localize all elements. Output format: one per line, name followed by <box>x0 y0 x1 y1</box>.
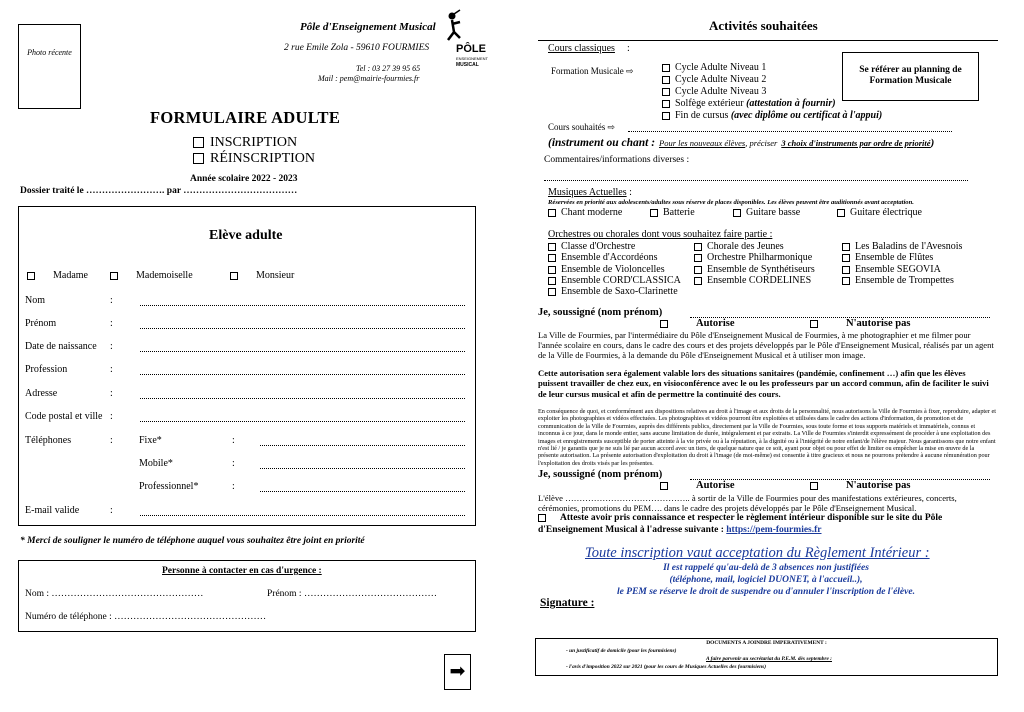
naissance-input[interactable] <box>140 351 465 352</box>
svg-text:ENSEIGNEMENT: ENSEIGNEMENT <box>456 56 489 61</box>
autorise-1[interactable]: Autorise <box>660 318 735 329</box>
orch-col2-item[interactable]: Ensemble de Synthétiseurs <box>694 264 815 275</box>
civilite-monsieur[interactable]: Monsieur <box>230 270 294 281</box>
mademoiselle-checkbox[interactable] <box>110 272 118 280</box>
urgence-nom[interactable]: Nom : ………………………………………… <box>25 589 204 599</box>
orch-col1-item[interactable]: Ensemble CORD'CLASSICA <box>548 275 681 286</box>
option-inscription[interactable]: INSCRIPTION <box>193 135 297 151</box>
org-mail: Mail : pem@mairie-fourmies.fr <box>318 74 420 83</box>
phone-note: * Merci de souligner le numéro de téléphone auquel vous souhaitez être joint en priorité <box>20 536 365 546</box>
svg-text:MUSICAL: MUSICAL <box>456 62 479 68</box>
atteste-line[interactable]: Atteste avoir pris connaissance et respecter le règlement intérieur disponible sur le site du Pôle d'Enseignement Musical à l'adresse suivante : https://pem-fourmies.fr <box>538 513 943 535</box>
urgence-tel[interactable]: Numéro de téléphone : ………………………………………… <box>25 612 267 622</box>
reglement-heading: Toute inscription vaut acceptation du Règlement Intérieur : <box>585 545 930 561</box>
fm-option-2[interactable]: Cycle Adulte Niveau 2 <box>662 74 766 85</box>
field-colon: : <box>110 388 113 399</box>
field-colon: : <box>232 458 235 469</box>
org-tel: Tel : 03 27 39 95 65 <box>356 64 421 73</box>
org-address: 2 rue Emile Zola - 59610 FOURMIES <box>284 43 430 53</box>
prenom-input[interactable] <box>140 328 465 329</box>
planning-text: Se référer au planning de Formation Musicale <box>859 65 962 86</box>
musiques-actuelles-heading: Musiques Actuelles : <box>548 187 632 198</box>
urgence-prenom[interactable]: Prénom : …………………………………… <box>267 589 437 599</box>
cours-souhaites-label: Cours souhaités ⇨ <box>548 122 616 132</box>
fm-label: Formation Musicale ⇨ <box>551 66 634 76</box>
documents-item: - l'avis d'imposition 2022 sur 2021 (pour les cours de Musiques Actuelles des fourmisiens) <box>566 664 767 670</box>
rappel-line-2: (téléphone, mail, logiciel DUONET, à l'accueil..), <box>669 575 863 585</box>
signature-label: Signature : <box>540 597 595 609</box>
planning-box <box>842 52 979 101</box>
orch-col2-item[interactable]: Chorale des Jeunes <box>694 241 784 252</box>
field-label-naissance: Date de naissance <box>25 341 97 352</box>
fin-cursus-option[interactable]: Fin de cursus (avec diplôme ou certificat à l'appui) <box>662 110 882 121</box>
orch-col1-item[interactable]: Ensemble de Saxo-Clarinette <box>548 286 678 297</box>
eleve-title: Elève adulte <box>209 228 283 243</box>
dossier-line[interactable]: Dossier traité le ……………………. par ……………………………… <box>20 186 298 196</box>
autorise-2[interactable]: Autorise <box>660 480 735 491</box>
monsieur-checkbox[interactable] <box>230 272 238 280</box>
field-colon: : <box>110 435 113 446</box>
rappel-line-3: le PEM se réserve le droit de suspendre ou d'annuler l'inscription de l'élève. <box>617 587 915 597</box>
civilite-madame[interactable]: Madame <box>27 270 88 281</box>
field-colon: : <box>110 411 113 422</box>
ma-option-batterie[interactable]: Batterie <box>650 207 695 218</box>
documents-item: - un justificatif de domicile (pour les fourmisiens) <box>566 648 677 654</box>
soussigne-2-label: Je, soussigné (nom prénom) <box>538 469 663 480</box>
signature-area[interactable] <box>608 598 988 630</box>
phone-label-pro: Professionnel* <box>139 481 199 492</box>
orch-col3-item[interactable]: Ensemble de Trompettes <box>842 275 954 286</box>
orch-col3-item[interactable]: Ensemble SEGOVIA <box>842 264 941 275</box>
ma-note: Réservées en priorité aux adolescents/adultes sous réserve de places disponibles. Les élèves peuvent être auditionnés avant acceptation. <box>548 199 914 206</box>
urgence-title: Personne à contacter en cas d'urgence : <box>162 566 322 576</box>
civilite-mademoiselle[interactable]: Mademoiselle <box>110 270 193 281</box>
field-colon: : <box>110 318 113 329</box>
legal-paragraph: En conséquence de quoi, et conformément aux dispositions relatives au droit à l'image et aux droits de la personnalité, nous autorisons la Ville de Fourmies à fixer, reproduire, adapter et exploiter les photographies et vidéos effectuées. Les photographies et vidéos pourront être exploitées et utilisées dans le cadre des actions d'information, de promotion et de communication de la Ville de Fourmies, auprès des différents publics, directement par la Ville de Fourmies, sous toute forme et tous supports matériels et immatériels, connus et inconnus à ce jour, dans le monde entier, sans aucune limitation de durée, intégralement et par extraits. La Ville de Fourmies s'interdit expressément de procéder à une exploitation des images et enregistrements susceptible de porter atteinte à la vie privée ou à la réputation, à la dignité ou à l'intégrité de notre enfant/de l'élève majeur. Nous garantissons que notre enfant n'est lié / je garantis que je ne suis lié par aucun accord avec un tiers, de quelque nature que ce soit, ayant pour objet ou pour effet de limiter ou empêcher la mise en œuvre de la présente autorisation. La présente autorisation d'exploitation du droit à l'image (de moi-même) est consentie à titre gracieux et nous ne pourrons prétendre à aucune rémunération pour l'exploitation des droits visés par les présentes. <box>538 408 996 467</box>
pem-logo <box>440 10 489 72</box>
fm-option-3[interactable]: Cycle Adulte Niveau 3 <box>662 86 766 97</box>
field-label-telephones: Téléphones <box>25 435 72 446</box>
orch-col1-item[interactable]: Ensemble de Violoncelles <box>548 264 665 275</box>
cours-classiques-heading: Cours classiques : <box>548 43 630 54</box>
field-colon: : <box>110 341 113 352</box>
rappel-line-1: Il est rappelé qu'au-delà de 3 absences non justifiées <box>663 563 869 573</box>
orch-col1-item[interactable]: Ensemble d'Accordéons <box>548 252 658 263</box>
title-rule <box>538 40 998 41</box>
documents-box <box>535 638 998 676</box>
form-title: FORMULAIRE ADULTE <box>150 108 341 127</box>
ma-option-chant[interactable]: Chant moderne <box>548 207 622 218</box>
profession-input[interactable] <box>140 374 465 375</box>
orch-col2-item[interactable]: Ensemble CORDELINES <box>694 275 811 286</box>
ma-option-basse[interactable]: Guitare basse <box>733 207 800 218</box>
orchestres-heading: Orchestres ou chorales dont vous souhaitez faire partie : <box>548 229 773 240</box>
next-page-button[interactable] <box>444 654 471 690</box>
field-label-cp-ville: Code postal et ville <box>25 411 103 422</box>
field-label-adresse: Adresse <box>25 388 58 399</box>
inscription-checkbox[interactable] <box>193 137 204 148</box>
sortie-paragraph: L'élève …………………………………….. à sortir de la Ville de Fourmies pour des manifestations extérieures, concerts, cérémonies, promotions du PEM…. dans le cadre des projets développés par le Pôle d'Enseignement Musical. <box>538 493 957 514</box>
field-label-email: E-mail valide <box>25 505 80 516</box>
pem-link[interactable]: https://pem-fourmies.fr <box>726 524 822 535</box>
instrument-line: (instrument ou chant : Pour les nouveaux élèves, préciser 3 choix d'instruments par ordre de priorité) <box>548 137 935 149</box>
atteste-checkbox[interactable] <box>538 514 546 522</box>
orch-col1-item[interactable]: Classe d'Orchestre <box>548 241 635 252</box>
field-colon: : <box>232 435 235 446</box>
madame-checkbox[interactable] <box>27 272 35 280</box>
option-reinscription[interactable]: RÉINSCRIPTION <box>193 151 315 167</box>
droit-image-paragraph: La Ville de Fourmies, par l'intermédiaire du Pôle d'Enseignement Musical de Fourmies, à me photographier et me filmer pour l'année scolaire en cours, dans le cadre des cours et des projets développés par le Pôle d'Enseignement Musical, réalisés par un agent de la Ville de Fourmies, à la demande du Pôle d'Enseignement Musical et à utiliser mon image. <box>538 330 994 361</box>
cours-souhaites-input[interactable] <box>628 131 952 132</box>
field-label-prenom: Prénom <box>25 318 57 329</box>
orch-col3-item[interactable]: Les Baladins de l'Avesnois <box>842 241 962 252</box>
email-input[interactable] <box>140 515 465 516</box>
field-colon: : <box>232 481 235 492</box>
nautorise-1[interactable]: N'autorise pas <box>810 318 910 329</box>
field-label-nom: Nom <box>25 295 45 306</box>
mobile-input[interactable] <box>260 468 465 469</box>
fixe-input[interactable] <box>260 445 465 446</box>
activites-title: Activités souhaitées <box>709 18 818 33</box>
ma-option-guitare-elec[interactable]: Guitare électrique <box>837 207 922 218</box>
soussigne-1-label: Je, soussigné (nom prénom) <box>538 307 663 318</box>
field-colon: : <box>110 295 113 306</box>
adresse-input[interactable] <box>140 398 465 399</box>
orch-col2-item[interactable]: Orchestre Philharmonique <box>694 252 812 263</box>
orch-col3-item[interactable]: Ensemble de Flûtes <box>842 252 933 263</box>
svg-text:PÔLE: PÔLE <box>456 43 486 55</box>
phone-label-fixe: Fixe* <box>139 435 162 446</box>
fm-option-1[interactable]: Cycle Adulte Niveau 1 <box>662 62 766 73</box>
school-year: Année scolaire 2022 - 2023 <box>190 174 298 184</box>
documents-item: A faire parvenir au secrétariat du P.E.M. dès septembre : <box>706 656 832 662</box>
commentaires-input[interactable] <box>544 180 968 181</box>
field-label-profession: Profession <box>25 364 68 375</box>
documents-title: DOCUMENTS A JOINDRE IMPERATIVEMENT : <box>706 640 827 646</box>
field-colon: : <box>110 505 113 516</box>
eleve-box <box>18 206 476 526</box>
nom-input[interactable] <box>140 305 465 306</box>
field-colon: : <box>110 364 113 375</box>
nautorise-2[interactable]: N'autorise pas <box>810 480 910 491</box>
cp-ville-input[interactable] <box>140 421 465 422</box>
commentaires-label: Commentaires/informations diverses : <box>544 155 690 165</box>
arrow-right-icon: ➡ <box>449 660 466 682</box>
phone-label-mobile: Mobile* <box>139 458 173 469</box>
org-name: Pôle d'Enseignement Musical <box>300 21 436 33</box>
solfege-option[interactable]: Solfège extérieur (attestation à fournir) <box>662 98 836 109</box>
reinscription-checkbox[interactable] <box>193 153 204 164</box>
pro-input[interactable] <box>260 491 465 492</box>
visio-paragraph: Cette autorisation sera également valable lors des situations sanitaires (pandémie, confinement …) afin que les élèves puissent travailler de chez eux, en visioconférence avec le ou les professeurs par un accord commun, afin de faciliter le suivi de leur cursus musical et afin de permettre la continuité des cours. <box>538 368 989 399</box>
photo-box <box>18 24 81 109</box>
photo-label: Photo récente <box>27 48 72 57</box>
